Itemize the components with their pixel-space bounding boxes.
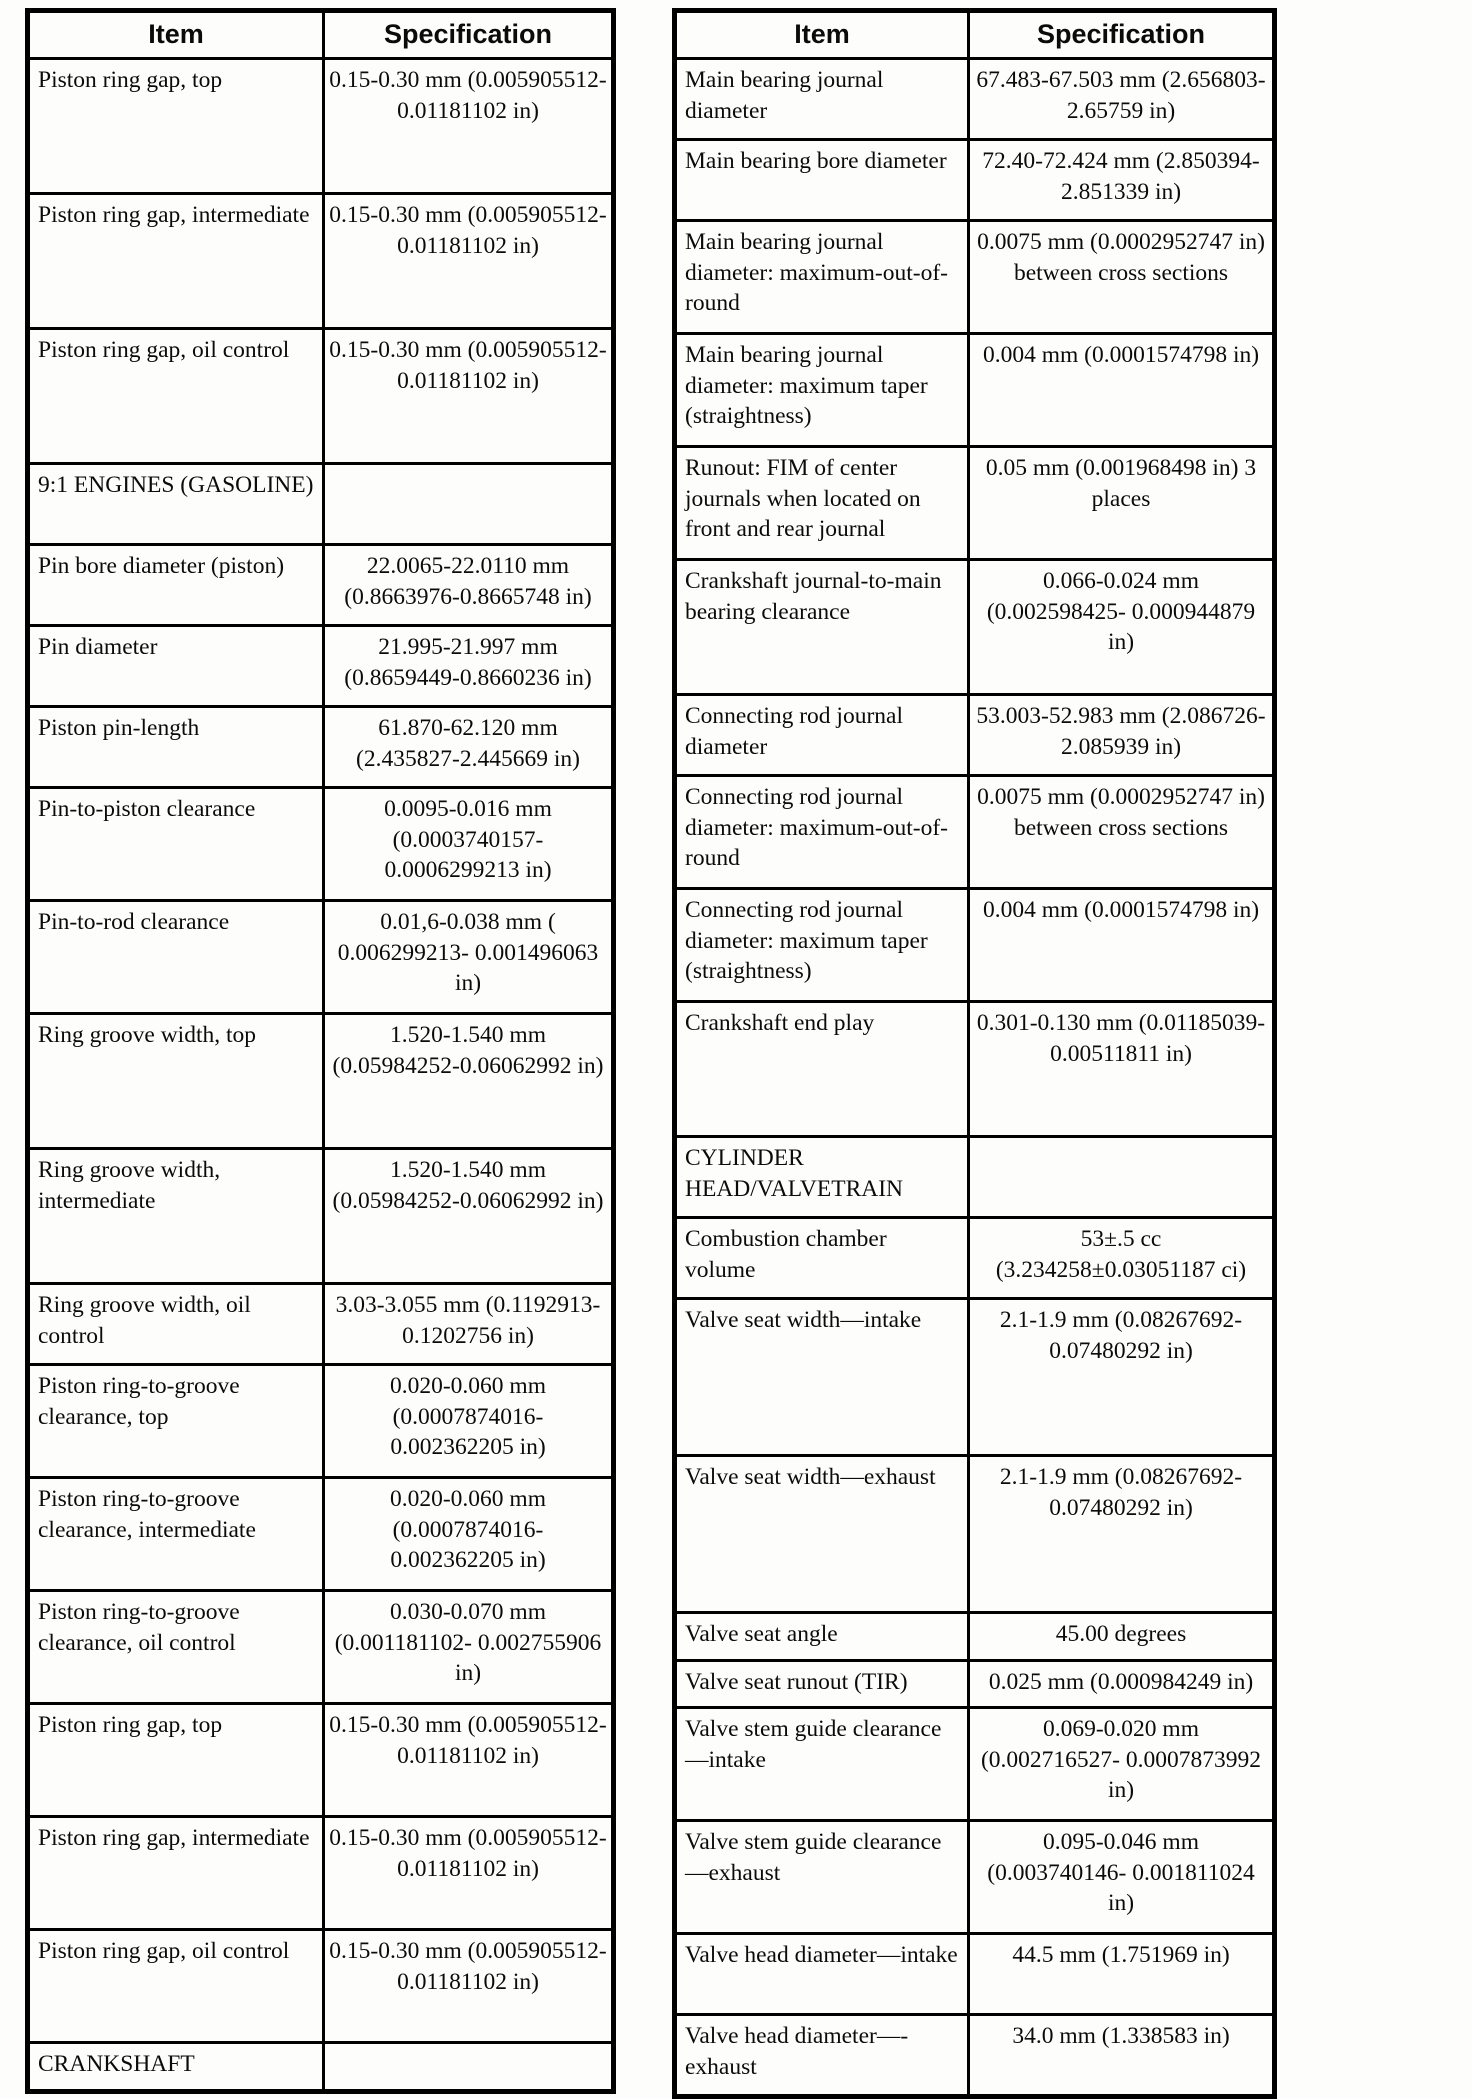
spec-cell: 0.020-0.060 mm (0.0007874016- 0.002362205 in) [324,1365,614,1478]
table-row [675,447,1275,560]
item-cell: Pin-to-piston clearance [28,788,324,901]
table-row [675,1299,1275,1456]
table-row [28,194,614,329]
header-row [28,11,614,59]
item-cell: Piston ring-to-groove clearance, oil control [28,1591,324,1704]
item-cell: Ring groove width, intermediate [28,1149,324,1284]
header-row [675,11,1275,59]
item-cell: Main bearing journal diameter: maximum taper (straightness) [675,334,969,447]
item-cell: Connecting rod journal diameter: maximum-out-of-round [675,776,969,889]
section-cell: 9:1 ENGINES (GASOLINE) [28,464,324,545]
spec-cell: 53±.5 cc (3.234258±0.03051187 ci) [969,1218,1275,1299]
spec-cell: 0.025 mm (0.000984249 in) [969,1660,1275,1708]
item-cell: Valve seat runout (TIR) [675,1660,969,1708]
right-spec-table [672,8,1277,2099]
item-cell: Valve stem guide clearance—exhaust [675,1821,969,1934]
table-row [675,221,1275,334]
spec-cell: 1.520-1.540 mm (0.05984252-0.06062992 in) [324,1014,614,1149]
spec-cell: 0.004 mm (0.0001574798 in) [969,334,1275,447]
table-row [28,1284,614,1365]
spec-cell: 0.030-0.070 mm (0.001181102- 0.002755906 in) [324,1591,614,1704]
spec-cell: 0.066-0.024 mm (0.002598425- 0.000944879 in) [969,560,1275,695]
item-cell: Pin bore diameter (piston) [28,545,324,626]
table-row [28,1591,614,1704]
spec-cell: 0.004 mm (0.0001574798 in) [969,889,1275,1002]
table-row [675,1218,1275,1299]
table-row [28,1014,614,1149]
spec-cell: 44.5 mm (1.751969 in) [969,1934,1275,2015]
item-cell: Valve head diameter—intake [675,1934,969,2015]
spec-header: Specification [324,11,614,59]
item-cell: Pin-to-rod clearance [28,901,324,1014]
spec-cell: 1.520-1.540 mm (0.05984252-0.06062992 in) [324,1149,614,1284]
section-cell: CYLINDER HEAD/VALVETRAIN [675,1137,969,1218]
item-header: Item [28,11,324,59]
item-header: Item [675,11,969,59]
spec-cell: 0.15-0.30 mm (0.005905512- 0.01181102 in) [324,1704,614,1817]
spec-cell: 2.1-1.9 mm (0.08267692-0.07480292 in) [969,1299,1275,1456]
spec-cell: 72.40-72.424 mm (2.850394-2.851339 in) [969,140,1275,221]
spec-cell: 61.870-62.120 mm (2.435827-2.445669 in) [324,707,614,788]
table-row [675,334,1275,447]
item-cell: Piston ring gap, intermediate [28,1817,324,1930]
item-cell: Ring groove width, top [28,1014,324,1149]
spec-cell: 0.069-0.020 mm (0.002716527- 0.0007873992 in) [969,1708,1275,1821]
table-row [28,545,614,626]
section-row [28,464,614,545]
item-cell: Piston ring gap, oil control [28,329,324,464]
table-row [675,1708,1275,1821]
item-cell: Connecting rod journal diameter: maximum taper (straightness) [675,889,969,1002]
table-row [675,1821,1275,1934]
table-row [28,788,614,901]
table-row [675,560,1275,695]
item-cell: Runout: FIM of center journals when located on front and rear journal [675,447,969,560]
table-row [675,695,1275,776]
table-row [28,329,614,464]
table-row [28,1704,614,1817]
table-row [28,59,614,194]
table-row [28,901,614,1014]
spec-cell: 0.15-0.30 mm (0.005905512-0.01181102 in) [324,329,614,464]
item-cell: Valve head diameter—-exhaust [675,2015,969,2097]
spec-cell [324,464,614,545]
spec-cell: 3.03-3.055 mm (0.1192913-0.1202756 in) [324,1284,614,1365]
item-cell: Main bearing journal diameter: maximum-out-of-round [675,221,969,334]
item-cell: Crankshaft journal-to-main bearing clearance [675,560,969,695]
item-cell: Main bearing journal diameter [675,59,969,140]
spec-header: Specification [969,11,1275,59]
section-row [28,2043,614,2092]
spec-cell: 0.15-0.30 mm (0.005905512-0.01181102 in) [324,194,614,329]
spec-cell: 0.095-0.046 mm (0.003740146- 0.001811024 in) [969,1821,1275,1934]
item-cell: Combustion chamber volume [675,1218,969,1299]
table-row [28,1817,614,1930]
table-row [28,1478,614,1591]
item-cell: Piston ring gap, top [28,59,324,194]
table-row [675,59,1275,140]
item-cell: Piston pin-length [28,707,324,788]
item-cell: Piston ring gap, intermediate [28,194,324,329]
spec-cell: 45.00 degrees [969,1613,1275,1661]
spec-cell: 2.1-1.9 mm (0.08267692-0.07480292 in) [969,1456,1275,1613]
item-cell: Valve seat width—exhaust [675,1456,969,1613]
spec-cell: 0.020-0.060 mm (0.0007874016- 0.002362205 in) [324,1478,614,1591]
item-cell: Valve seat angle [675,1613,969,1661]
spec-cell: 21.995-21.997 mm (0.8659449-0.8660236 in) [324,626,614,707]
table-row [28,1930,614,2043]
spec-cell: 0.301-0.130 mm (0.01185039-0.00511811 in) [969,1002,1275,1137]
table-row [675,140,1275,221]
item-cell: Piston ring gap, top [28,1704,324,1817]
item-cell: Piston ring-to-groove clearance, top [28,1365,324,1478]
spec-cell: 0.0075 mm (0.0002952747 in) between cross sections [969,221,1275,334]
table-row [675,1456,1275,1613]
table-row [675,1613,1275,1661]
table-row [28,626,614,707]
item-cell: Crankshaft end play [675,1002,969,1137]
table-row [675,1934,1275,2015]
spec-cell: 0.0075 mm (0.0002952747 in) between cross sections [969,776,1275,889]
item-cell: Main bearing bore diameter [675,140,969,221]
left-spec-table [25,8,616,2094]
table-row [28,1149,614,1284]
spec-cell [324,2043,614,2092]
spec-cell: 0.15-0.30 mm (0.005905512- 0.01181102 in) [324,1930,614,2043]
item-cell: Piston ring gap, oil control [28,1930,324,2043]
table-row [675,1002,1275,1137]
table-row [675,776,1275,889]
item-cell: Pin diameter [28,626,324,707]
spec-cell: 53.003-52.983 mm (2.086726-2.085939 in) [969,695,1275,776]
spec-cell [969,1137,1275,1218]
item-cell: Connecting rod journal diameter [675,695,969,776]
table-row [675,889,1275,1002]
item-cell: Ring groove width, oil control [28,1284,324,1365]
table-row [28,707,614,788]
spec-cell: 0.01,6-0.038 mm ( 0.006299213- 0.001496063 in) [324,901,614,1014]
table-row [28,1365,614,1478]
spec-cell: 34.0 mm (1.338583 in) [969,2015,1275,2097]
spec-cell: 67.483-67.503 mm (2.656803-2.65759 in) [969,59,1275,140]
spec-cell: 0.0095-0.016 mm (0.0003740157- 0.0006299213 in) [324,788,614,901]
spec-cell: 0.15-0.30 mm (0.005905512-0.01181102 in) [324,59,614,194]
spec-cell: 0.15-0.30 mm (0.005905512- 0.01181102 in) [324,1817,614,1930]
spec-cell: 22.0065-22.0110 mm (0.8663976-0.8665748 in) [324,545,614,626]
spec-cell: 0.05 mm (0.001968498 in) 3 places [969,447,1275,560]
item-cell: Valve seat width—intake [675,1299,969,1456]
section-cell: CRANKSHAFT [28,2043,324,2092]
item-cell: Valve stem guide clearance—intake [675,1708,969,1821]
table-row [675,2015,1275,2097]
section-row [675,1137,1275,1218]
item-cell: Piston ring-to-groove clearance, intermediate [28,1478,324,1591]
table-row [675,1660,1275,1708]
